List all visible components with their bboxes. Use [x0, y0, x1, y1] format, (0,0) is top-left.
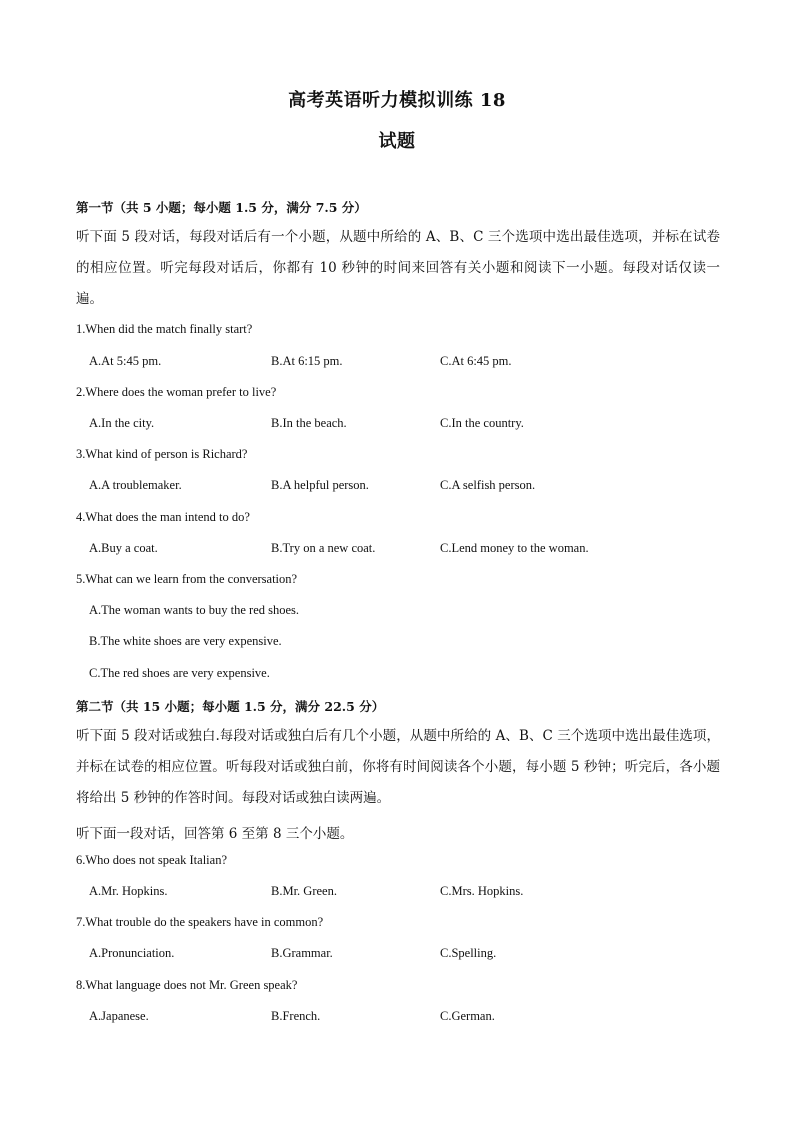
question-1-option-a: A.At 5:45 pm.	[89, 354, 162, 368]
question-5-option-b: B.The white shoes are very expensive.	[89, 634, 282, 648]
question-8: 8.What language does not Mr. Green speak?	[76, 978, 298, 992]
question-2-option-b: B.In the beach.	[271, 416, 347, 430]
section1-heading: 第一节（共 5 小题；每小题 1.5 分，满分 7.5 分）	[76, 200, 367, 215]
question-6-option-b: B.Mr. Green.	[271, 884, 337, 898]
question-1: 1.When did the match finally start?	[76, 322, 253, 336]
question-3-option-b: B.A helpful person.	[271, 478, 369, 492]
page-subtitle: 试题	[378, 131, 416, 152]
question-8-option-c: C.German.	[440, 1009, 495, 1023]
question-4-option-a: A.Buy a coat.	[89, 541, 158, 555]
question-5-option-a: A.The woman wants to buy the red shoes.	[89, 603, 300, 617]
question-3-option-c: C.A selfish person.	[440, 478, 536, 492]
question-5: 5.What can we learn from the conversation?	[76, 572, 298, 586]
question-1-option-b: B.At 6:15 pm.	[271, 354, 343, 368]
question-4: 4.What does the man intend to do?	[76, 510, 250, 524]
question-6: 6.Who does not speak Italian?	[76, 853, 227, 867]
page-title: 高考英语听力模拟训练 18	[288, 90, 506, 111]
question-3-option-a: A.A troublemaker.	[89, 478, 182, 492]
dialogue-note: 听下面一段对话，回答第 6 至第 8 三个小题。	[76, 826, 354, 842]
question-4-option-b: B.Try on a new coat.	[271, 541, 376, 555]
question-7-option-a: A.Pronunciation.	[89, 946, 175, 960]
question-7-option-b: B.Grammar.	[271, 946, 333, 960]
question-3: 3.What kind of person is Richard?	[76, 447, 248, 461]
question-6-option-c: C.Mrs. Hopkins.	[440, 884, 524, 898]
section2-heading: 第二节（共 15 小题；每小题 1.5 分，满分 22.5 分）	[76, 699, 385, 714]
question-5-option-c: C.The red shoes are very expensive.	[89, 666, 270, 680]
question-8-option-b: B.French.	[271, 1009, 321, 1023]
question-2: 2.Where does the woman prefer to live?	[76, 385, 277, 399]
question-2-option-c: C.In the country.	[440, 416, 524, 430]
section2-instructions: 听下面 5 段对话或独白.每段对话或独白后有几个小题，从题中所给的 A、B、C 三个选项中选出最佳选项，并标在试卷的相应位置。听每段对话或独白前，你将有时间阅读各个小题，每小题 5 秒钟；听完后，各小题将给出 5 秒钟的作答时间。每段对话或独白读两遍。	[76, 728, 720, 806]
question-4-option-c: C.Lend money to the woman.	[440, 541, 589, 555]
question-7-option-c: C.Spelling.	[440, 946, 497, 960]
question-7: 7.What trouble do the speakers have in common?	[76, 915, 324, 929]
section1-instructions: 听下面 5 段对话，每段对话后有一个小题，从题中所给的 A、B、C 三个选项中选出最佳选项，并标在试卷的相应位置。听完每段对话后，你都有 10 秒钟的时间来回答有关小题和阅读下一小题。每段对话仅读一遍。	[76, 229, 720, 307]
question-6-option-a: A.Mr. Hopkins.	[89, 884, 168, 898]
question-2-option-a: A.In the city.	[89, 416, 155, 430]
question-8-option-a: A.Japanese.	[89, 1009, 149, 1023]
question-1-option-c: C.At 6:45 pm.	[440, 354, 512, 368]
